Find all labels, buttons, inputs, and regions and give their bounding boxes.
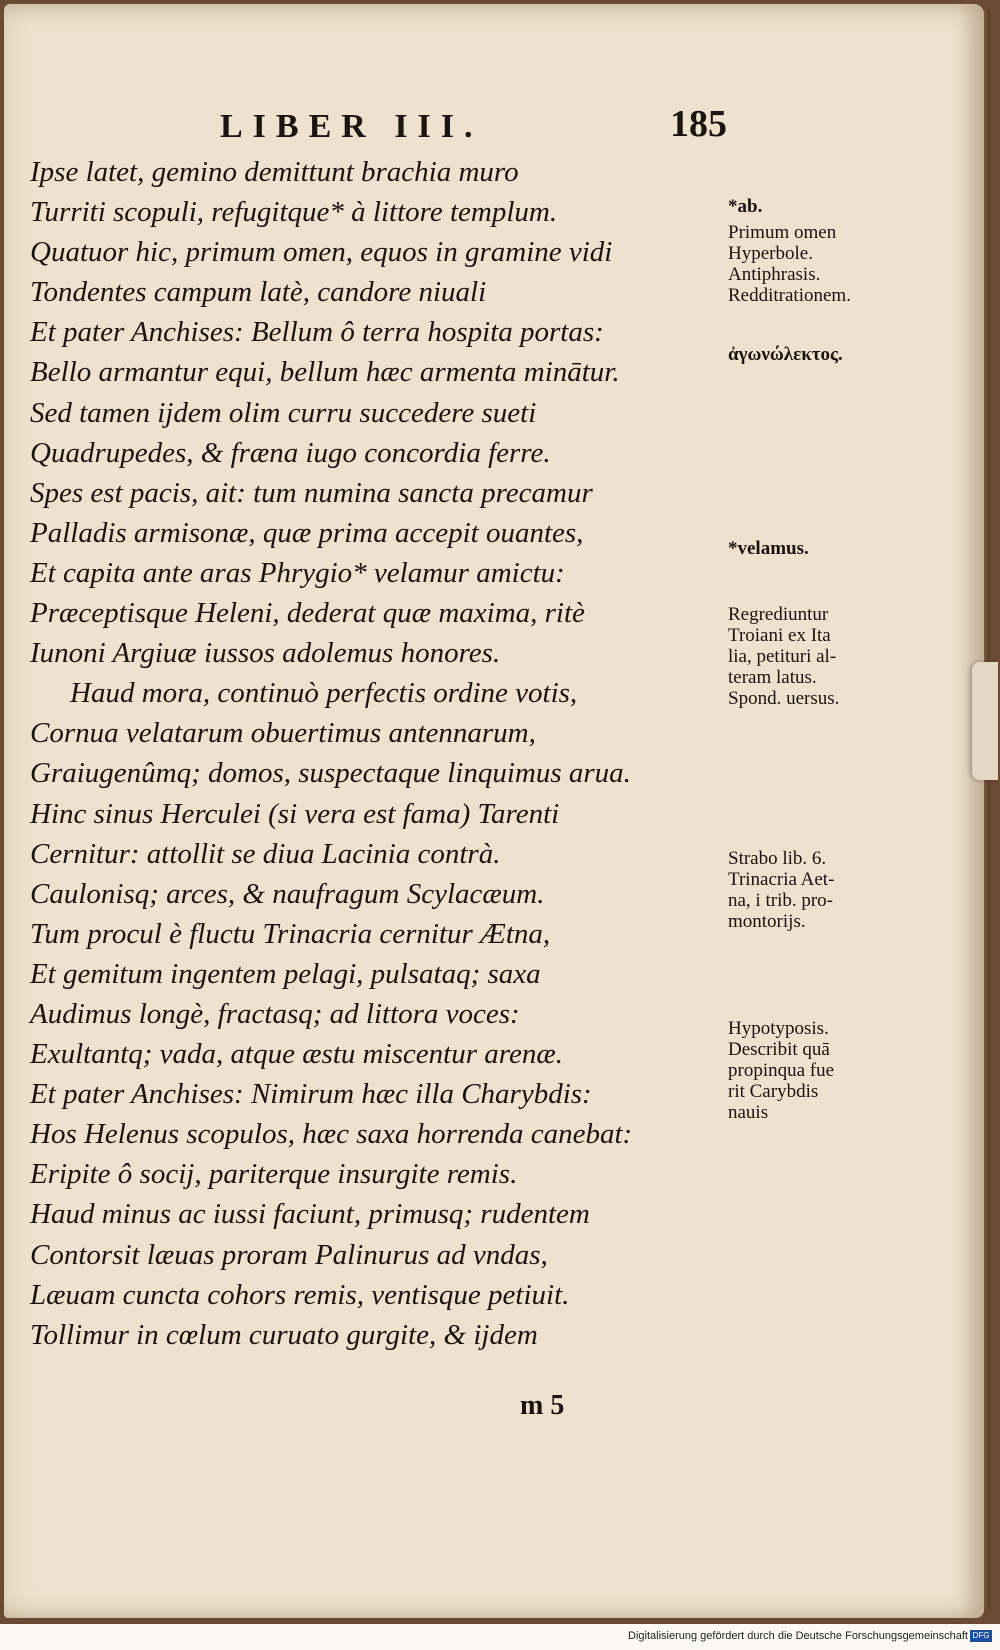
margin-note-line: lia, petituri al- <box>728 646 837 667</box>
verse-line: Exultantq; vada, atque æstu miscentur arenæ. <box>30 1038 563 1071</box>
verse-line: Bello armantur equi, bellum hæc armenta minātur. <box>30 356 620 389</box>
margin-note-line: teram latus. <box>728 667 817 688</box>
margin-note-line: Hypotyposis. <box>728 1018 829 1039</box>
verse-line: Ipse latet, gemino demittunt brachia muro <box>30 156 519 188</box>
verse-line: Tum procul è fluctu Trinacria cernitur Ætna, <box>30 917 551 950</box>
dfg-logo: DFG <box>970 1630 992 1642</box>
margin-note <box>728 604 900 709</box>
margin-note-line: Describit quā <box>728 1039 830 1060</box>
verse-line: Et gemitum ingentem pelagi, pulsataq; saxa <box>30 957 541 990</box>
margin-note-line: Antiphrasis. <box>728 264 821 285</box>
verse-line: Sed tamen ijdem olim curru succedere sueti <box>30 396 537 429</box>
verse-line: Palladis armisonæ, quæ prima accepit ouantes, <box>30 516 584 549</box>
verse-line: Præceptisque Heleni, dederat quæ maxima, ritè <box>30 597 585 630</box>
margin-note-line: na, i trib. pro- <box>728 890 834 911</box>
verse-line: Iunoni Argiuæ iussos adolemus honores. <box>30 637 501 670</box>
verse-line: Eripite ô socij, pariterque insurgite remis. <box>30 1158 518 1191</box>
margin-note-line: montorijs. <box>728 911 806 932</box>
margin-note-line: Hyperbole. <box>728 243 813 264</box>
verse-line: Graiugenûmq; domos, suspectaque linquimus arua. <box>30 757 631 790</box>
footer-credit: Digitalisierung gefördert durch die Deutsche Forschungsgemeinschaft <box>628 1630 968 1642</box>
margin-note-line: Regrediuntur <box>728 604 829 625</box>
margin-note-line: Primum omen <box>728 222 837 243</box>
verse-line: Tondentes campum latè, candore niuali <box>30 276 487 309</box>
verse-line: Hos Helenus scopulos, hæc saxa horrenda canebat: <box>30 1118 633 1151</box>
page-header <box>220 103 740 148</box>
margin-note <box>728 848 900 932</box>
verse-line: Tollimur in cœlum curuato gurgite, & ijdem <box>30 1318 538 1351</box>
verse-line: Læuam cuncta cohors remis, ventisque petiuit. <box>30 1278 570 1311</box>
verse-line: Haud minus ac iussi faciunt, primusq; rudentem <box>30 1198 590 1231</box>
margin-note-line: *ab. <box>728 196 763 217</box>
running-title: LIBER III. <box>220 108 483 145</box>
verse-line: Cernitur: attollit se diua Lacinia contrà. <box>30 837 501 870</box>
verse-line: Et capita ante aras Phrygio* velamur amictu: <box>30 556 565 589</box>
margin-note-line: nauis <box>728 1102 769 1123</box>
verse-line: Turriti scopuli, refugitque* à littore templum. <box>30 196 558 229</box>
margin-note-line: Redditrationem. <box>728 285 851 306</box>
margin-note <box>728 538 900 559</box>
verse-line: Hinc sinus Herculei (si vera est fama) Tarenti <box>30 797 560 830</box>
verse-block <box>30 152 720 1355</box>
margin-note-line: Strabo lib. 6. <box>728 848 827 869</box>
verse-line: Cornua velatarum obuertimus antennarum, <box>30 717 536 750</box>
margin-note-line: Spond. uersus. <box>728 688 840 709</box>
signature-mark: m 5 <box>520 1390 565 1421</box>
margin-note <box>728 196 900 217</box>
verse-line: Caulonisq; arces, & naufragum Scylacæum. <box>30 877 545 910</box>
verse-line: Quadrupedes, & fræna iugo concordia ferre. <box>30 436 551 469</box>
verse-line: Contorsit læuas proram Palinurus ad vndas, <box>30 1238 548 1271</box>
margin-note-line: ἀγωνώλεκτος. <box>728 344 843 365</box>
margin-note <box>728 222 900 306</box>
verse-line: Et pater Anchises: Nimirum hæc illa Charybdis: <box>30 1078 592 1111</box>
verse-line: Quatuor hic, primum omen, equos in gramine vidi <box>30 236 613 269</box>
page-number: 185 <box>670 103 727 145</box>
margin-note-line: *velamus. <box>728 538 809 559</box>
verse-line: Spes est pacis, ait: tum numina sancta precamur <box>30 476 593 509</box>
margin-note-line: rit Carybdis <box>728 1081 819 1102</box>
verse-line: Audimus longè, fractasq; ad littora voces: <box>30 997 520 1030</box>
margin-note <box>728 1018 900 1123</box>
page-tab-marker <box>972 662 998 780</box>
margin-note <box>728 344 900 365</box>
margin-note-line: propinqua fue <box>728 1060 835 1081</box>
verse-line: Et pater Anchises: Bellum ô terra hospita portas: <box>30 316 604 349</box>
verse-line: Haud mora, continuò perfectis ordine votis, <box>70 677 578 710</box>
margin-note-line: Troiani ex Ita <box>728 625 831 646</box>
margin-note-line: Trinacria Aet- <box>728 869 835 890</box>
